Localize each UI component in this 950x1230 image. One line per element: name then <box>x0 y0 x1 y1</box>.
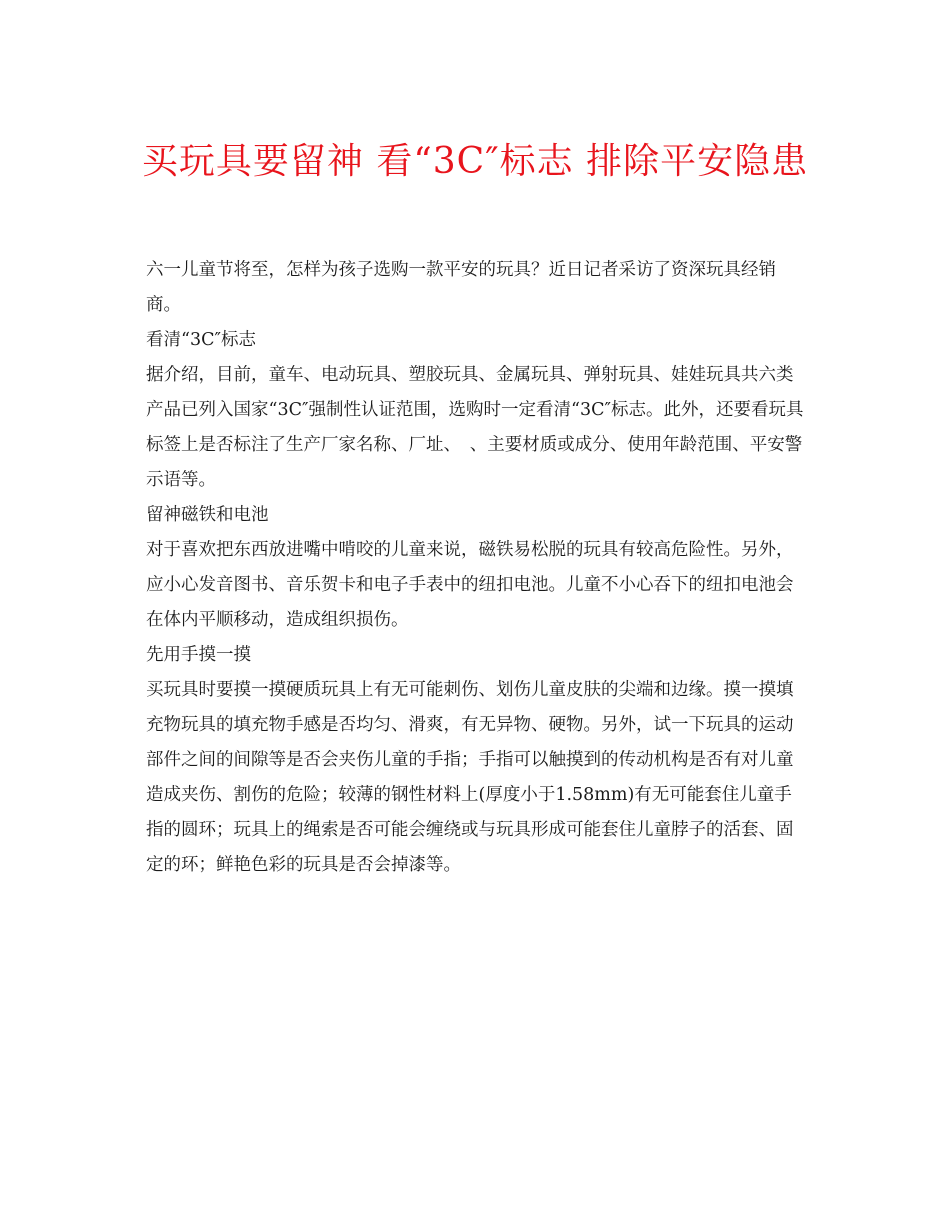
intro-paragraph: 六一儿童节将至，怎样为孩子选购一款平安的玩具？近日记者采访了资深玩具经销商。 <box>146 260 776 315</box>
section-heading-3c-mark: 看清“3C″标志 <box>146 330 257 350</box>
section-heading-magnets-batteries: 留神磁铁和电池 <box>146 505 269 525</box>
section-heading-touch-test: 先用手摸一摸 <box>146 645 251 665</box>
page-title: 买玩具要留神 看“3C″标志 排除平安隐患 <box>141 141 809 182</box>
section-paragraph-3c-mark: 据介绍，目前，童车、电动玩具、塑胶玩具、金属玩具、弹射玩具、娃娃玩具共六类产品已列入国家“3C″强制性认证范围，选购时一定看清“3C″标志。此外，还要看玩具标签上是否标注了生产厂家名称、厂址、 、主要材质或成分、使用年龄范围、平安警示语等。 <box>146 365 804 490</box>
section-paragraph-magnets-batteries: 对于喜欢把东西放进嘴中啃咬的儿童来说，磁铁易松脱的玩具有较高危险性。另外，应小心发音图书、音乐贺卡和电子手表中的纽扣电池。儿童不小心吞下的纽扣电池会在体内平顺移动，造成组织损伤。 <box>146 540 794 630</box>
article-body <box>146 253 806 883</box>
section-paragraph-touch-test: 买玩具时要摸一摸硬质玩具上有无可能刺伤、划伤儿童皮肤的尖端和边缘。摸一摸填充物玩具的填充物手感是否均匀、滑爽，有无异物、硬物。另外，试一下玩具的运动部件之间的间隙等是否会夹伤儿童的手指；手指可以触摸到的传动机构是否有对儿童造成夹伤、割伤的危险；较薄的钢性材料上(厚度小于1.58mm)有无可能套住儿童手指的圆环；玩具上的绳索是否可能会缠绕或与玩具形成可能套住儿童脖子的活套、固定的环；鲜艳色彩的玩具是否会掉漆等。 <box>146 680 794 875</box>
